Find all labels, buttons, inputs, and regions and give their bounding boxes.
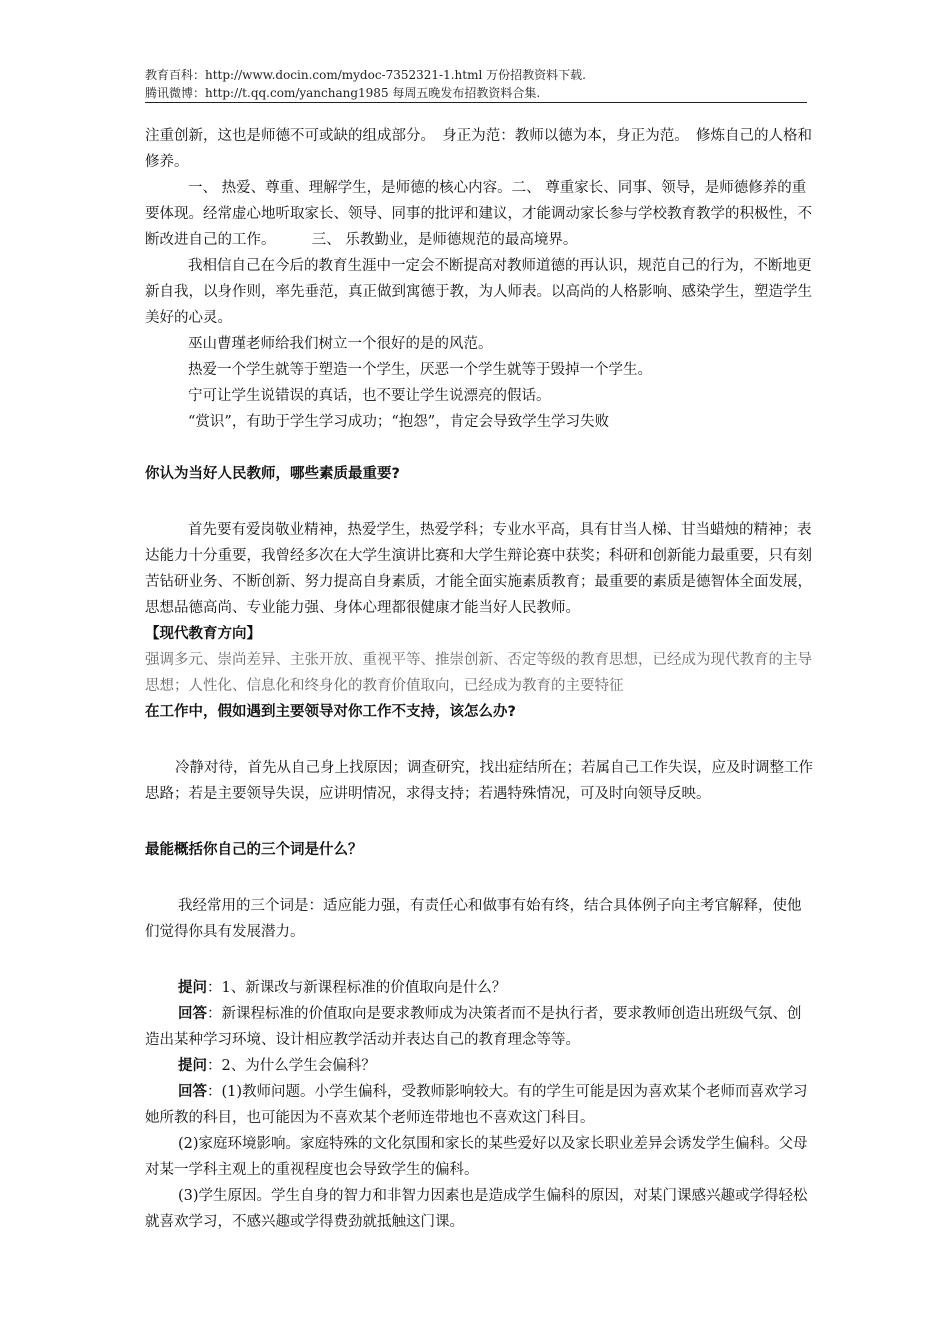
- paragraph: 一、 热爱、尊重、理解学生，是师德的核心内容。二、 尊重家长、同事、领导，是师德修养的重要体现。经常虚心地听取家长、领导、同事的批评和建议，才能调动家长参与学校教育教学的积极性，不断改进自己的工作。 三、 乐教勤业，是师德规范的最高境界。: [145, 180, 812, 248]
- qa-answer: [145, 1001, 813, 1053]
- paragraph: 巫山曹瑾老师给我们树立一个很好的是的风范。: [188, 336, 493, 352]
- answer-paragraph: 我经常用的三个词是：适应能力强，有责任心和做事有始有终，结合具体例子向主考官解释，使他们觉得你具有发展潜力。: [145, 898, 802, 940]
- question-heading: 在工作中，假如遇到主要领导对你工作不支持，该怎么办?: [145, 704, 516, 720]
- page-header: [145, 66, 807, 102]
- question-heading: 你认为当好人民教师，哪些素质最重要?: [145, 466, 400, 482]
- qa-answer: [145, 1079, 813, 1131]
- paragraph: 热爱一个学生就等于塑造一个学生，厌恶一个学生就等于毁掉一个学生。: [188, 362, 652, 378]
- section-text: 强调多元、崇尚差异、主张开放、重视平等、推崇创新、否定等级的教育思想，已经成为现代教育的主导思想；人性化、信息化和终身化的教育价值取向，已经成为教育的主要特征: [145, 652, 812, 694]
- answer-paragraph: (2)家庭环境影响。家庭特殊的文化氛围和家长的某些爱好以及家长职业差异会诱发学生偏科。父母对某一学科主观上的重视程度也会导致学生的偏科。: [145, 1136, 808, 1178]
- qa-ask: [145, 1053, 813, 1079]
- header-divider: [145, 102, 807, 103]
- answer-paragraph: 首先要有爱岗敬业精神，热爱学生，热爱学科；专业水平高，具有甘当人梯、甘当蜡烛的精神；表达能力十分重要，我曾经多次在大学生演讲比赛和大学生辩论赛中获奖；科研和创新能力最重要，只有刻苦钻研业务、不断创新、努力提高自身素质，才能全面实施素质教育；最重要的素质是德智体全面发展，思想品德高尚、专业能力强、身体心理都很健康才能当好人民教师。: [145, 522, 812, 616]
- answer-label: 回答: [178, 1006, 207, 1022]
- paragraph: 注重创新，这也是师德不可或缺的组成部分。 身正为范：教师以德为本，身正为范。 修炼自己的人格和修养。: [145, 128, 812, 170]
- document-body: [145, 123, 813, 1235]
- ask-text: ：1、新课改与新课程标准的价值取向是什么？: [207, 980, 507, 996]
- ask-text: ：2、为什么学生会偏科？: [207, 1058, 376, 1074]
- answer-text: ：(1)教师问题。小学生偏科，受教师影响较大。有的学生可能是因为喜欢某个老师而喜欢学习她所教的科目，也可能因为不喜欢某个老师连带地也不喜欢这门科目。: [145, 1084, 808, 1126]
- paragraph: 我相信自己在今后的教育生涯中一定会不断提高对教师道德的再认识，规范自己的行为，不断地更新自我，以身作则，率先垂范，真正做到寓德于教，为人师表。以高尚的人格影响、感染学生，塑造学生美好的心灵。: [145, 258, 812, 326]
- paragraph: “赏识”，有助于学生学习成功；“抱怨”，肯定会导致学生学习失败: [188, 414, 610, 430]
- header-line-1: 教育百科：http://www.docin.com/mydoc-7352321-1.html 万份招教资料下载.: [145, 68, 586, 82]
- answer-paragraph: (3)学生原因。学生自身的智力和非智力因素也是造成学生偏科的原因，对某门课感兴趣或学得轻松就喜欢学习，不感兴趣或学得费劲就抵触这门课。: [145, 1188, 808, 1230]
- ask-label: 提问: [178, 1058, 207, 1074]
- section-heading: 【现代教育方向】: [145, 626, 261, 642]
- answer-text: ：新课程标准的价值取向是要求教师成为决策者而不是执行者，要求教师创造出班级气氛、创造出某种学习环境、设计相应教学活动并表达自己的教育理念等等。: [145, 1006, 802, 1048]
- answer-paragraph: 冷静对待，首先从自己身上找原因；调查研究，找出症结所在；若属自己工作失误，应及时调整工作思路；若是主要领导失误，应讲明情况，求得支持；若遇特殊情况，可及时向领导反映。: [145, 760, 813, 802]
- answer-label: 回答: [178, 1084, 207, 1100]
- qa-ask: [145, 975, 813, 1001]
- question-heading: 最能概括你自己的三个词是什么？: [145, 842, 363, 858]
- ask-label: 提问: [178, 980, 207, 996]
- header-line-2: 腾讯微博：http://t.qq.com/yanchang1985 每周五晚发布招教资料合集.: [145, 86, 541, 100]
- paragraph: 宁可让学生说错误的真话，也不要让学生说漂亮的假话。: [188, 388, 551, 404]
